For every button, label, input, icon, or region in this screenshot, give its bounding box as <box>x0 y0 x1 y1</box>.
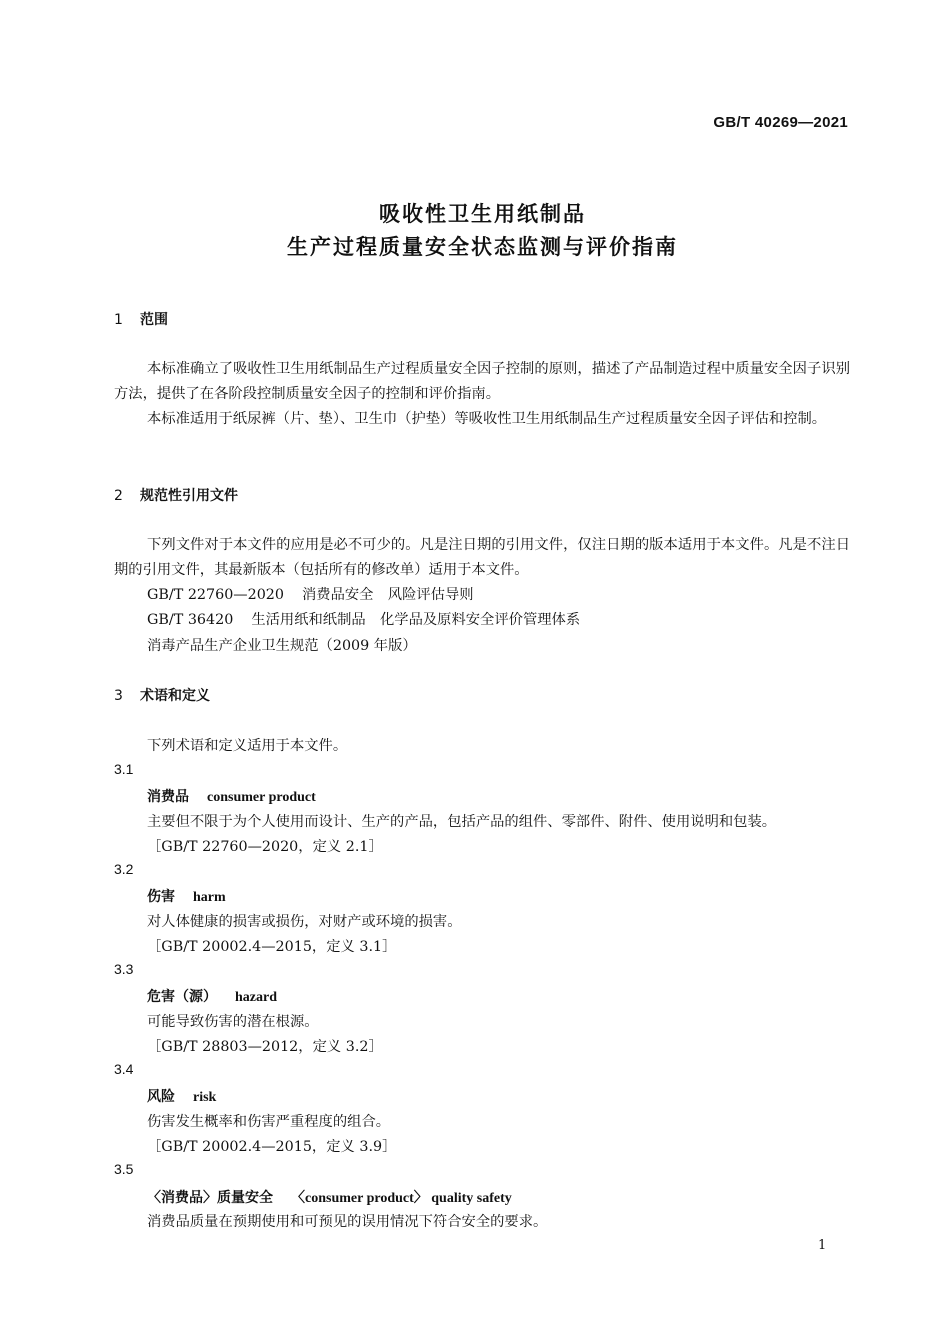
term-name <box>147 786 316 806</box>
term-name-en: harm <box>193 890 226 905</box>
term-name-zh: 〈消费品〉质量安全 <box>147 1190 273 1206</box>
term-name-en: 〈consumer product〉 quality safety <box>291 1191 512 1206</box>
terms-intro: 下列术语和定义适用于本文件。 <box>147 738 348 754</box>
term-number: 3.5 <box>114 1161 134 1177</box>
term-number: 3.2 <box>114 861 134 877</box>
term-name-zh: 危害（源） <box>147 989 217 1005</box>
scope-paragraph-2: 本标准适用于纸尿裤（片、垫）、卫生巾（护垫）等吸收性卫生用纸制品生产过程质量安全因子评估和控制。 <box>147 411 827 427</box>
term-definition: 伤害发生概率和伤害严重程度的组合。 <box>147 1114 391 1130</box>
reference-item <box>147 609 580 629</box>
standard-code: GB/T 40269—2021 <box>713 114 848 131</box>
document-title-line-1: 吸收性卫生用纸制品 <box>379 202 586 226</box>
section-2-heading <box>114 485 238 505</box>
references-intro: 下列文件对于本文件的应用是必不可少的。凡是注日期的引用文件，仅注日期的版本适用于本文件。凡是不注日期的引用文件，其最新版本（包括所有的修改单）适用于本文件。 <box>114 537 850 578</box>
term-name-zh: 伤害 <box>147 889 175 905</box>
reference-item <box>147 584 474 604</box>
term-source: ［GB/T 22760—2020，定义 2.1］ <box>147 839 383 855</box>
term-source: ［GB/T 20002.4—2015，定义 3.1］ <box>147 939 397 955</box>
term-number: 3.4 <box>114 1061 134 1077</box>
term-source: ［GB/T 20002.4—2015，定义 3.9］ <box>147 1139 397 1155</box>
term-name <box>147 1187 512 1207</box>
section-number: 3 <box>114 688 123 704</box>
reference-code: GB/T 36420 <box>147 612 234 628</box>
term-definition: 可能导致伤害的潜在根源。 <box>147 1014 319 1030</box>
document-title-line-2: 生产过程质量安全状态监测与评价指南 <box>287 235 678 259</box>
term-source: ［GB/T 28803—2012，定义 3.2］ <box>147 1039 383 1055</box>
scope-paragraph-1: 本标准确立了吸收性卫生用纸制品生产过程质量安全因子控制的原则，描述了产品制造过程中质量安全因子识别方法，提供了在各阶段控制质量安全因子的控制和评价指南。 <box>114 361 850 402</box>
term-definition: 消费品质量在预期使用和可预见的误用情况下符合安全的要求。 <box>147 1214 548 1230</box>
section-3-heading <box>114 685 210 705</box>
term-definition: 对人体健康的损害或损伤，对财产或环境的损害。 <box>147 914 462 930</box>
section-number: 2 <box>114 488 123 504</box>
term-definition: 主要但不限于为个人使用而设计、生产的产品，包括产品的组件、零部件、附件、使用说明和包装。 <box>147 814 777 830</box>
term-number: 3.1 <box>114 761 134 777</box>
term-name <box>147 986 277 1006</box>
section-title: 范围 <box>140 312 168 328</box>
term-number: 3.3 <box>114 961 134 977</box>
term-name <box>147 886 226 906</box>
section-1-heading <box>114 309 168 329</box>
reference-title: 消费品安全 风险评估导则 <box>302 587 474 603</box>
term-name <box>147 1086 216 1106</box>
reference-title: 生活用纸和纸制品 化学品及原料安全评价管理体系 <box>251 612 581 628</box>
term-name-en: consumer product <box>207 790 316 805</box>
term-name-zh: 风险 <box>147 1089 175 1105</box>
reference-code: GB/T 22760—2020 <box>147 587 284 603</box>
page-number: 1 <box>818 1238 827 1253</box>
section-title: 术语和定义 <box>140 688 210 704</box>
term-name-en: hazard <box>235 990 277 1005</box>
term-name-en: risk <box>193 1090 217 1105</box>
reference-item: 消毒产品生产企业卫生规范（2009 年版） <box>147 638 417 654</box>
section-title: 规范性引用文件 <box>140 488 238 504</box>
term-name-zh: 消费品 <box>147 789 189 805</box>
section-number: 1 <box>114 312 123 328</box>
